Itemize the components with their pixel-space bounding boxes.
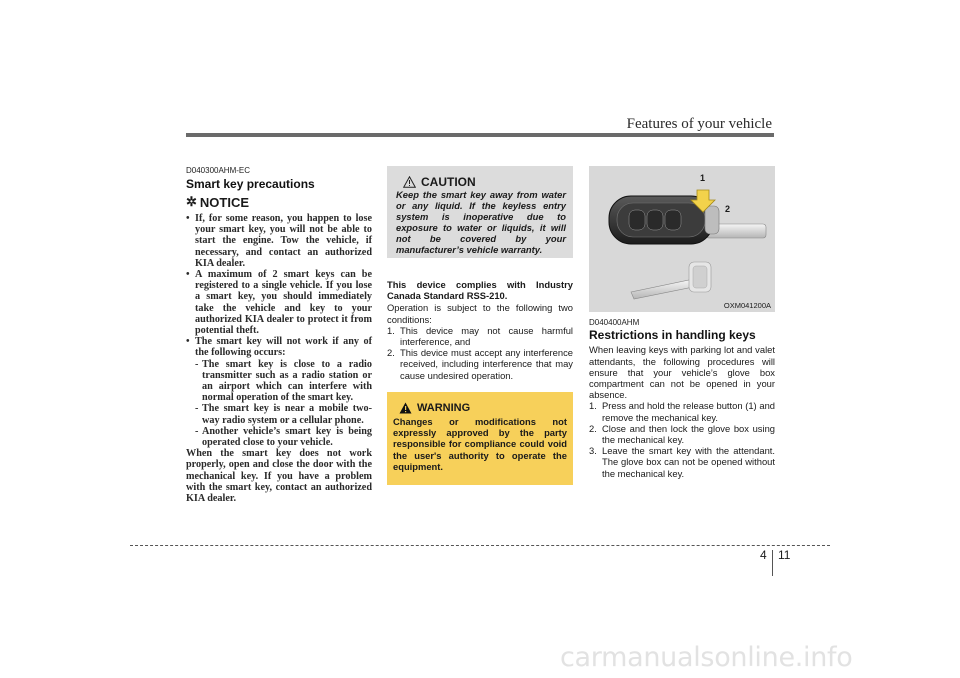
list-item: 2. Close and then lock the glove box using the mechanical key. bbox=[589, 422, 775, 446]
notice-label: NOTICE bbox=[199, 194, 250, 210]
list-subitem: - The smart key is near a mobile two-way radio system or a cellular phone. bbox=[195, 403, 372, 426]
list-item: • If, for some reason, you happen to lose your smart key, you will not be able to start the engine. Tow the vehicle, if necessary, and contact an authorized KIA dealer. bbox=[186, 213, 372, 269]
notice-body bbox=[186, 213, 372, 504]
section-heading: Restrictions in handling keys bbox=[589, 328, 756, 343]
figure-label-1: 1 bbox=[700, 173, 706, 183]
section-heading: Smart key precautions bbox=[186, 177, 315, 191]
list-item: • A maximum of 2 smart keys can be registered to a single vehicle. If you lose a smart key, you should immediately take the vehicle and key to your authorized KIA dealer to protect it from potential theft. bbox=[186, 269, 372, 337]
watermark: carmanualsonline.info bbox=[560, 642, 853, 673]
list-item: 1. Press and hold the release button (1) and remove the mechanical key. bbox=[589, 400, 775, 423]
warning-title: WARNING bbox=[417, 402, 471, 414]
compliance-section bbox=[387, 279, 573, 381]
list-item: • The smart key will not work if any of the following occurs: bbox=[186, 336, 372, 359]
header-title: Features of your vehicle bbox=[626, 116, 772, 132]
compliance-lead: This device complies with Industry Canada Standard RSS-210. bbox=[387, 279, 573, 302]
footer-rule bbox=[130, 545, 830, 546]
section-code: D040300AHM-EC bbox=[186, 166, 251, 175]
restrictions-section bbox=[589, 317, 775, 479]
header-rule bbox=[186, 133, 774, 137]
smart-key-figure bbox=[589, 166, 775, 312]
caution-text: Keep the smart key away from water or any liquid. If the keyless entry system is inoperative due to exposure to water or liquids, it will not be covered by your manufacturer’s vehicle warranty. bbox=[396, 189, 566, 255]
caution-heading bbox=[403, 175, 476, 189]
page-separator bbox=[772, 550, 773, 576]
list-subitem: - The smart key is close to a radio transmitter such as a radio station or an airport which can interfere with normal operation of the smart key. bbox=[195, 358, 372, 404]
list-subitem: - Another vehicle’s smart key is being operated close to your vehicle. bbox=[195, 425, 372, 449]
list-item: 3. Leave the smart key with the attendant. The glove box can not be opened without the mechanical key. bbox=[589, 445, 775, 479]
page-number: 11 bbox=[778, 548, 791, 562]
figure-label-2: 2 bbox=[725, 204, 731, 214]
caution-triangle-icon bbox=[403, 176, 416, 188]
figure-code: OXM041200A bbox=[723, 301, 771, 310]
list-item: 1. This device may not cause harmful interference, and bbox=[387, 324, 573, 348]
warning-heading bbox=[399, 402, 470, 414]
warning-triangle-icon bbox=[399, 402, 412, 414]
caution-box bbox=[387, 166, 573, 258]
notice-asterisk-icon: ✲ bbox=[186, 194, 197, 209]
warning-text: Changes or modifications not expressly approved by the party responsible for compliance could void the user's authority to operate the equipment. bbox=[393, 416, 567, 472]
closing-paragraph: When the smart key does not work properly, open and close the door with the mechanical key. If you have a problem with the smart key, contact an authorized KIA dealer. bbox=[186, 448, 372, 505]
notice-heading bbox=[186, 194, 372, 210]
section-number: 4 bbox=[760, 548, 767, 562]
smart-key-precautions-section bbox=[186, 166, 372, 504]
caution-title: CAUTION bbox=[421, 175, 476, 189]
warning-box bbox=[387, 392, 573, 485]
smart-key-illustration bbox=[589, 166, 775, 312]
compliance-intro: Operation is subject to the following two conditions: bbox=[387, 302, 573, 325]
section-code: D040400AHM bbox=[589, 318, 640, 327]
restrictions-intro: When leaving keys with parking lot and valet attendants, the following procedures will ensure that your vehicle’s glove box compartment can not be opened in your absence. bbox=[589, 344, 775, 401]
list-item: 2. This device must accept any interference received, including interference that may cause undesired operation. bbox=[387, 347, 573, 381]
